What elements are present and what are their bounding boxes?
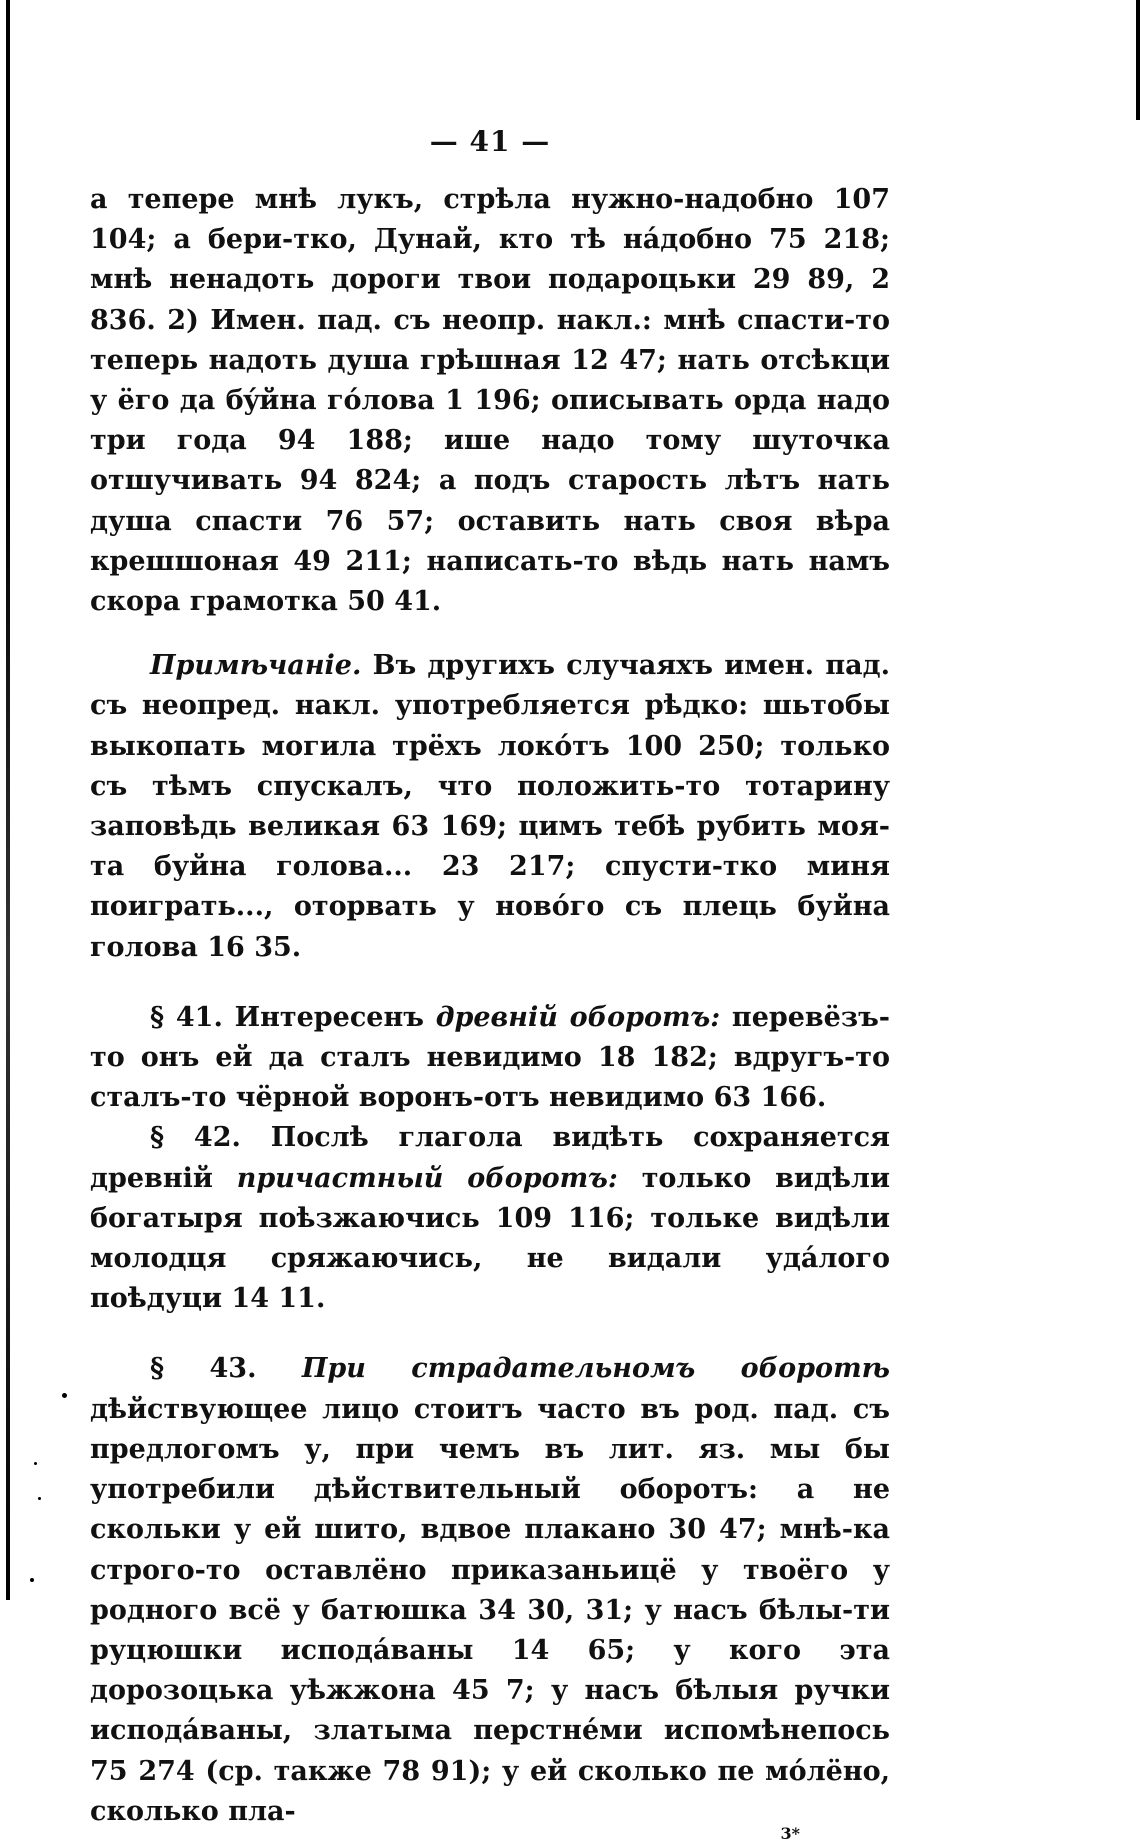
scan-speck bbox=[38, 1497, 41, 1500]
section-43-term: При страдательномъ оборотѣ bbox=[301, 1353, 890, 1385]
section-41-text: перевёзъ-то онъ ей да сталъ невидимо 18 182; вдругъ-то сталъ-то чёрной воронъ-отъ невидимо 63 166. bbox=[90, 1001, 891, 1114]
page-number: — 41 — bbox=[429, 125, 551, 158]
section-42 bbox=[90, 1118, 890, 1319]
section-41 bbox=[90, 998, 890, 1119]
paragraph-1: а тепере мнѣ лукъ, стрѣла нужно-надобно 107 104; а бери-тко, Дунай, кто тѣ нáдобно 75 218; мнѣ ненадоть дороги твои подароцьки 29 89, 2 836. 2) Имен. пад. съ неопр. накл.: мнѣ спасти-то теперь надоть душа грѣшная 12 47; нать отсѣкци у ёго да бýйна гóлова 1 196; описывать орда надо три года 94 188; ише надо тому шуточка отшучивать 94 824; а подъ старость лѣтъ нать душа спасти 76 57; оставить нать своя вѣра крешшоная 49 211; написать-то вѣдь нать намъ скора грамотка 50 41. bbox=[90, 184, 890, 618]
section-42-lead: § 42. Послѣ глагола видѣть сохраняется древній bbox=[90, 1122, 890, 1194]
paragraph-note bbox=[90, 646, 890, 968]
section-42-text: только видѣли богатыря поѣзжаючись 109 116; тольке видѣли молодця сряжаючись, не видали удáлого поѣдуци 14 11. bbox=[90, 1162, 890, 1315]
scan-speck bbox=[34, 1462, 37, 1465]
section-43-text: дѣйствующее лицо стоитъ часто въ род. пад. съ предлогомъ у, при чемъ въ лит. яз. мы бы употребили дѣйствительный оборотъ: а не скольки у ей шито, вдвое плакано 30 47; мнѣ-ка строго-то оставлёно приказаньицё у твоёго у родного всё у батюшка 34 30, 31; у насъ бѣлы-ти руцюшки исподáваны 14 65; у кого эта дорозоцька уѣжжона 45 7; у насъ бѣлыя ручки исподáваны, златыма перстнéми испомѣнепось 75 274 (ср. также 78 91); у ей сколько пе мóлёно, сколько пла- bbox=[90, 1393, 890, 1827]
scan-speck bbox=[30, 1578, 34, 1582]
note-text: Въ другихъ случаяхъ имен. пад. съ неопред. накл. употребляется рѣдко: шьтобы выкопать могила трёхъ локóтъ 100 250; только съ тѣмъ спускалъ, что положить-то тотарину заповѣдь великая 63 169; цимъ тебѣ рубить моя-та буйна голова... 23 217; спусти-тко миня поиграть..., оторвать у новóго съ плець буйна голова 16 35. bbox=[90, 650, 890, 963]
note-label: Примѣчаніе. bbox=[150, 650, 362, 682]
signature-mark: 3* bbox=[780, 1823, 800, 1843]
section-43 bbox=[90, 1349, 890, 1831]
section-41-lead: § 41. Интересенъ bbox=[150, 1001, 436, 1033]
section-41-term: древній оборотъ: bbox=[435, 1001, 721, 1033]
scan-speck bbox=[62, 1393, 67, 1398]
section-43-lead: § 43. bbox=[150, 1353, 302, 1385]
scan-edge-right bbox=[1136, 0, 1140, 120]
scan-edge-left bbox=[6, 0, 10, 1600]
section-42-term: причастный оборотъ: bbox=[236, 1162, 618, 1194]
page-body bbox=[90, 125, 890, 1843]
